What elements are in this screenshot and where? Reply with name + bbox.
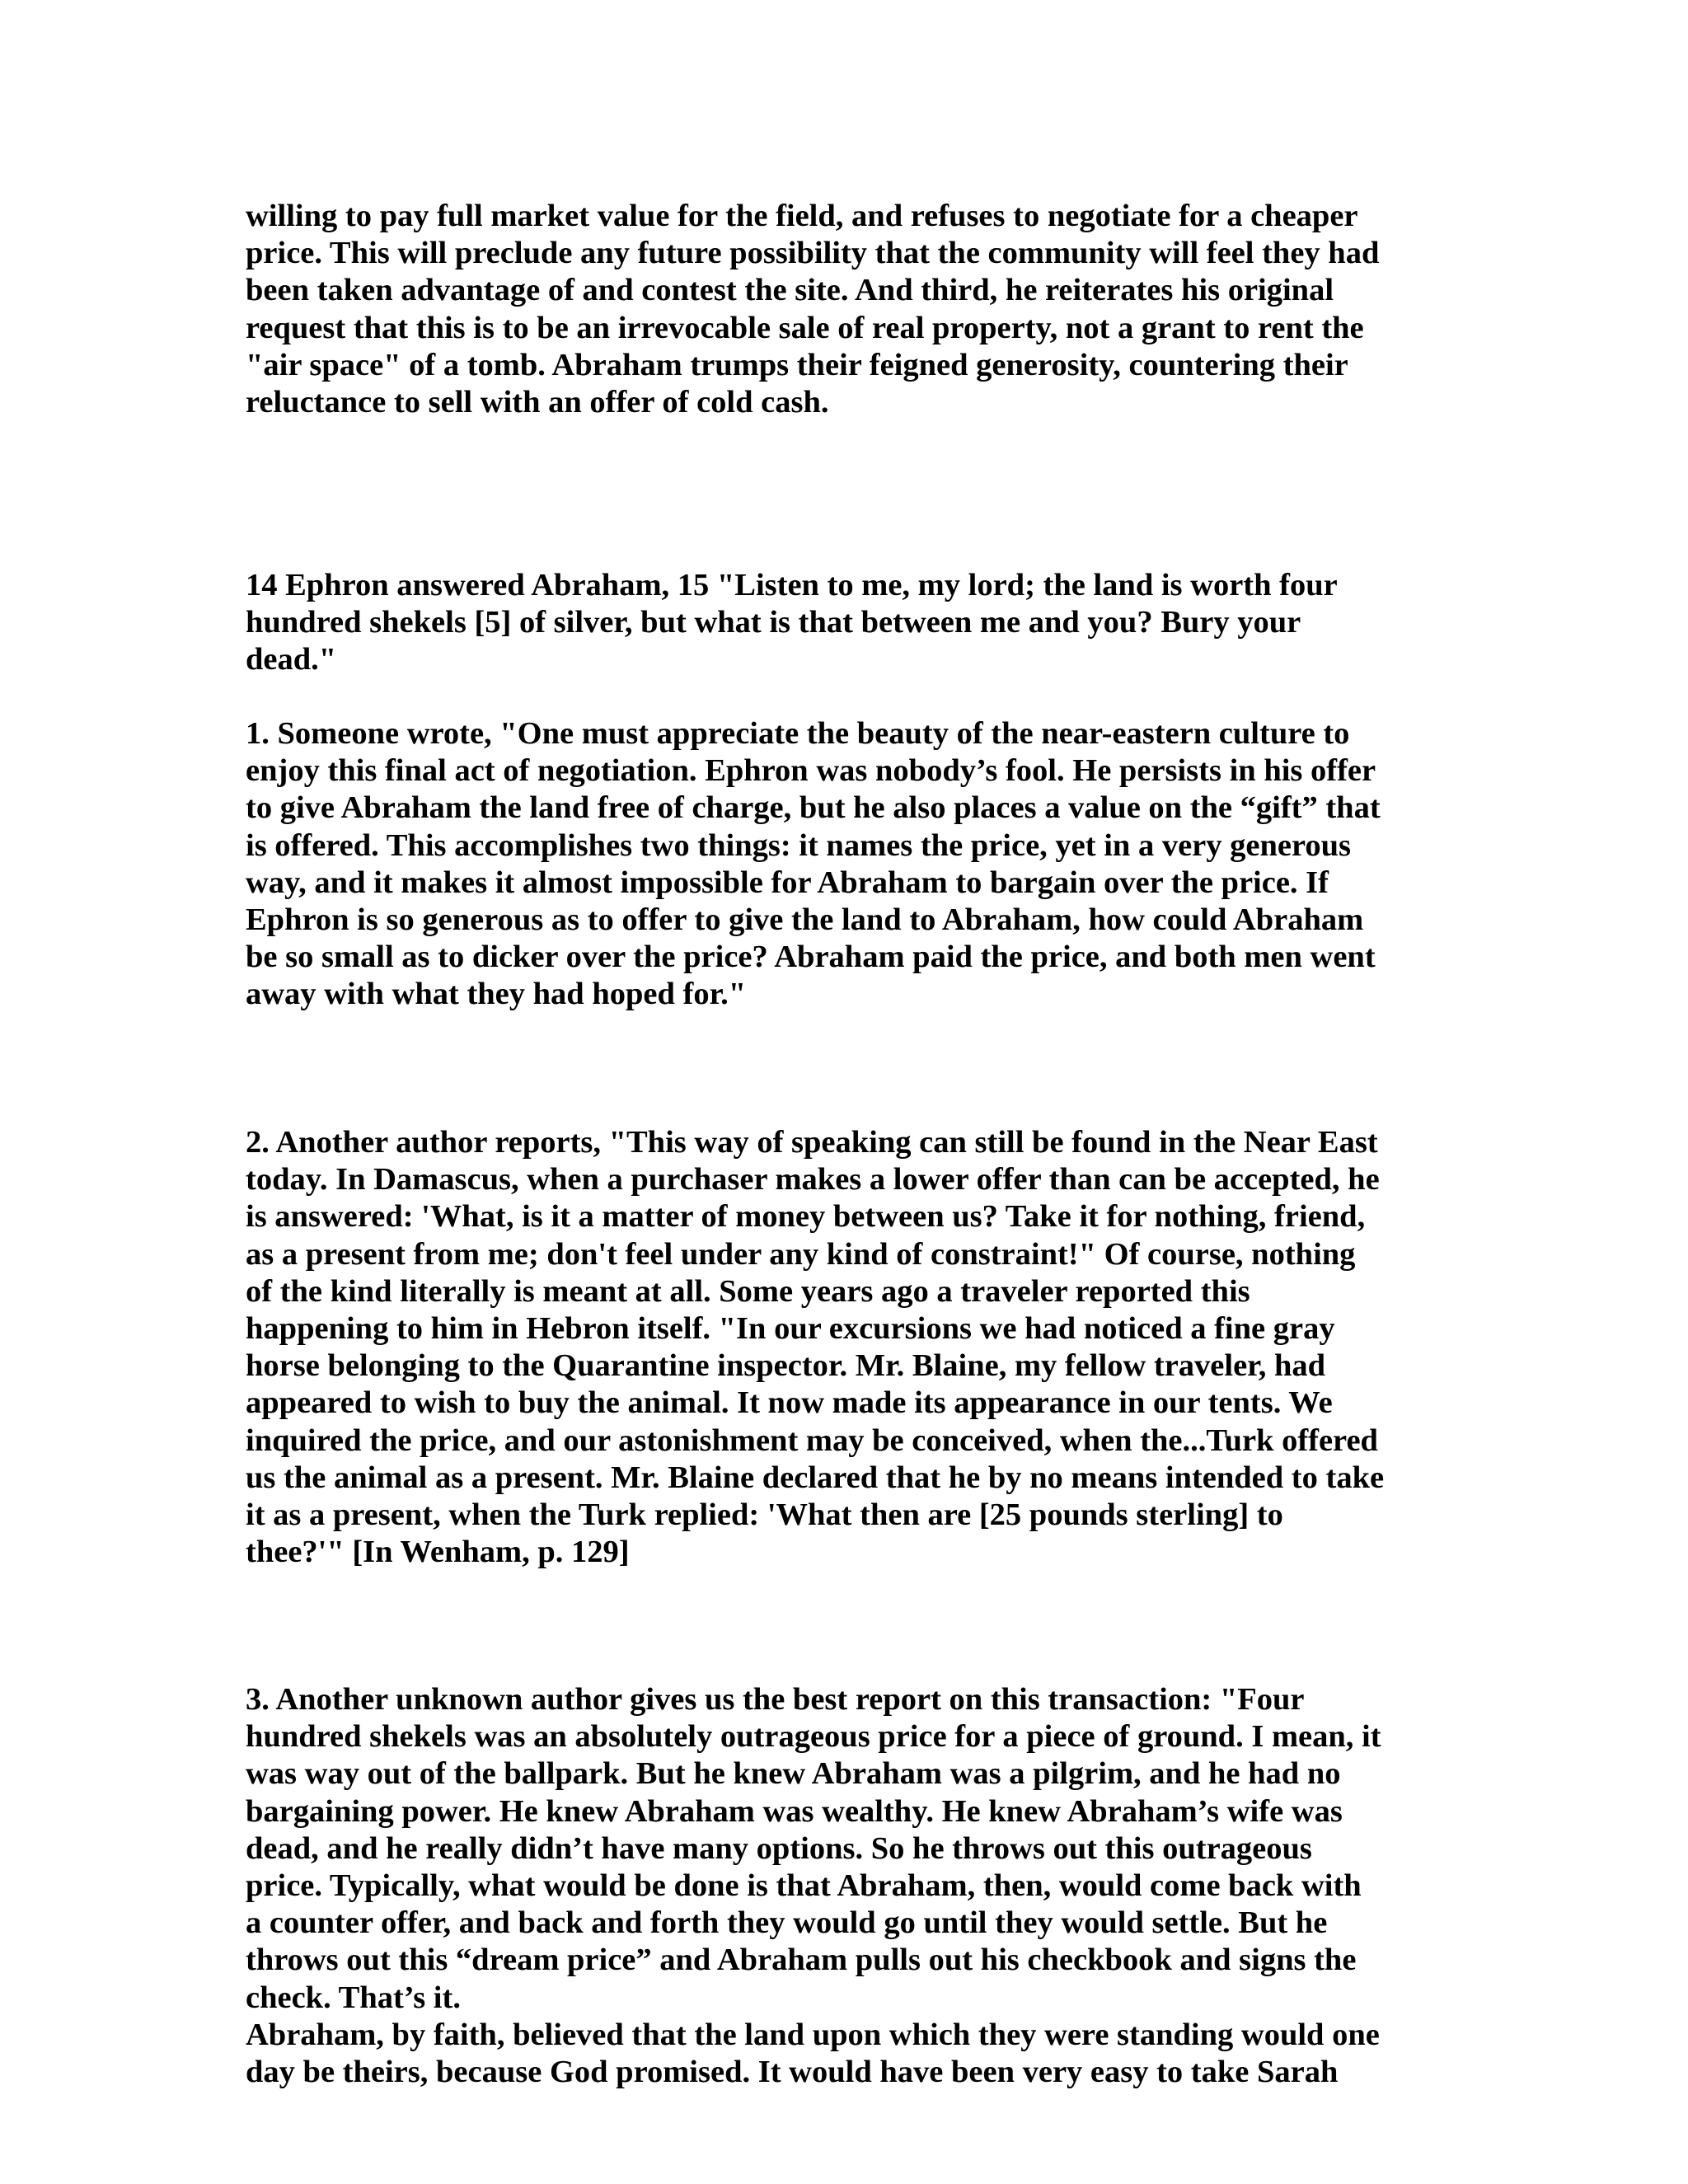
text-line: request that this is to be an irrevocable sale of real property, not a grant to rent the (246, 310, 1364, 345)
text-line: today. In Damascus, when a purchaser makes a lower offer than can be accepted, he (246, 1162, 1380, 1197)
text-line: is answered: 'What, is it a matter of money between us? Take it for nothing, friend, (246, 1199, 1366, 1235)
verse-14-15 (246, 567, 1457, 679)
text-line: 3. Another unknown author gives us the best report on this transaction: "Four (246, 1682, 1305, 1717)
text-line: appeared to wish to buy the animal. It now made its appearance in our tents. We (246, 1385, 1333, 1421)
text-line: it as a present, when the Turk replied: 'What then are [25 pounds sterling] to (246, 1497, 1283, 1532)
text-line: "air space" of a tomb. Abraham trumps their feigned generosity, countering their (246, 347, 1348, 382)
text-line: inquired the price, and our astonishment may be conceived, when the...Turk offered (246, 1422, 1378, 1458)
comment-1 (246, 715, 1457, 1014)
text-line: reluctance to sell with an offer of cold cash. (246, 384, 829, 419)
text-line: happening to him in Hebron itself. "In our excursions we had noticed a fine gray (246, 1310, 1335, 1346)
comment-3 (246, 1681, 1457, 2091)
text-line: price. This will preclude any future possibility that the community will feel they had (246, 236, 1380, 271)
text-line: willing to pay full market value for the field, and refuses to negotiate for a cheaper (246, 199, 1358, 233)
text-line: away with what they had hoped for." (246, 977, 747, 1012)
text-line: a counter offer, and back and forth they would go until they would settle. But he (246, 1905, 1328, 1941)
text-line: is offered. This accomplishes two things: it names the price, yet in a very generous (246, 827, 1351, 863)
text-line: check. That’s it. (246, 1980, 461, 2015)
text-line: us the animal as a present. Mr. Blaine declared that he by no means intended to take (246, 1460, 1385, 1495)
text-line: was way out of the ballpark. But he knew Abraham was a pilgrim, and he had no (246, 1756, 1341, 1792)
text-line: dead." (246, 642, 337, 677)
text-line: Abraham, by faith, believed that the land upon which they were standing would one (246, 2017, 1380, 2052)
text-line: be so small as to dicker over the price? Abraham paid the price, and both men went (246, 940, 1376, 975)
text-line: Ephron is so generous as to offer to give the land to Abraham, how could Abraham (246, 902, 1364, 937)
text-line: throws out this “dream price” and Abraham pulls out his checkbook and signs the (246, 1943, 1357, 1978)
text-line: hundred shekels [5] of silver, but what is that between me and you? Bury your (246, 605, 1301, 640)
text-line: hundred shekels was an absolutely outrageous price for a piece of ground. I mean, it (246, 1719, 1381, 1755)
text-line: 1. Someone wrote, "One must appreciate the beauty of the near-eastern culture to (246, 716, 1350, 751)
text-line: been taken advantage of and contest the site. And third, he reiterates his original (246, 273, 1334, 308)
comment-2 (246, 1124, 1457, 1571)
text-line: thee?'" [In Wenham, p. 129] (246, 1535, 630, 1570)
text-line: dead, and he really didn’t have many options. So he throws out this outrageous (246, 1830, 1312, 1866)
text-line: 14 Ephron answered Abraham, 15 "Listen to me, my lord; the land is worth four (246, 568, 1338, 602)
text-line: to give Abraham the land free of charge, but he also places a value on the “gift” that (246, 790, 1381, 826)
text-line: bargaining power. He knew Abraham was wealthy. He knew Abraham’s wife was (246, 1793, 1343, 1829)
text-line: as a present from me; don't feel under any kind of constraint!" Of course, nothing (246, 1236, 1356, 1272)
text-line: 2. Another author reports, "This way of speaking can still be found in the Near East (246, 1125, 1378, 1160)
text-line: price. Typically, what would be done is that Abraham, then, would come back with (246, 1868, 1362, 1903)
text-line: day be theirs, because God promised. It would have been very easy to take Sarah (246, 2054, 1339, 2089)
continuation-paragraph (246, 198, 1457, 421)
text-line: of the kind literally is meant at all. Some years ago a traveler reported this (246, 1273, 1250, 1309)
text-line: horse belonging to the Quarantine inspector. Mr. Blaine, my fellow traveler, had (246, 1348, 1326, 1384)
text-line: way, and it makes it almost impossible for Abraham to bargain over the price. If (246, 865, 1329, 900)
text-line: enjoy this final act of negotiation. Ephron was nobody’s fool. He persists in his offer (246, 753, 1376, 789)
